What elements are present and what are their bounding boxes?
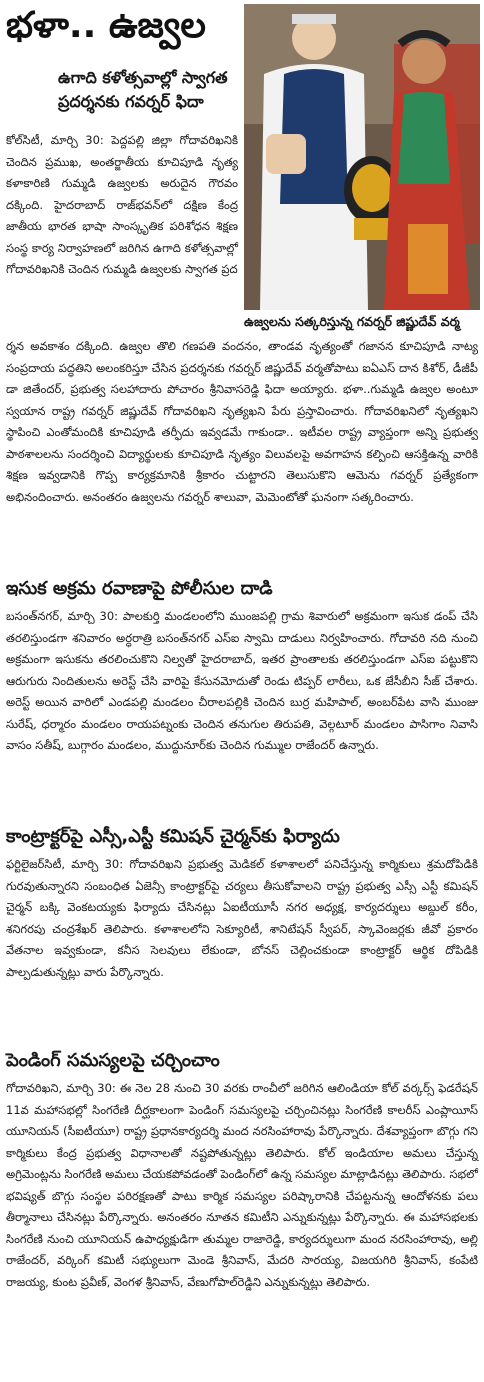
article-headline: భళా.. ఉజ్వల (6, 5, 206, 46)
article-subheadline: ఉగాది కళోత్సవాల్లో స్వాగత ప్రదర్శనకు గవర్నర్ ఫిదా (58, 68, 228, 111)
article-sand-raid (0, 576, 484, 757)
article-sc-st-complaint (0, 824, 484, 983)
article-body-left: కోల్‌సిటీ, మార్చి 30: పెద్దపల్లి జిల్లా గోదావరిఖనికి చెందిన ప్రముఖ, అంతర్జాతీయ కూచిపూడి నృత్య కళాకారిణి గుమ్మడి ఉజ్వలకు అరుదైన గౌరవం దక్కింది. హైదరాబాద్ రాజ్‌భవన్‌లో దక్షిణ కేంద్ర జాతీయ భారత భాషా సాంస్కృతిక పరిశోధన శిక్షణ సంస్థ కార్య నిర్వాహణలో జరిగిన ఉగాది కళోత్సవాల్లో గోదావరిఖనికి చెందిన గుమ్మడి ఉజ్వలకు స్వాగత ప్రద (6, 133, 238, 276)
news-photo (244, 4, 480, 310)
article-headline: ఇసుక అక్రమ రవాణాపై పోలీసుల దాడి (6, 578, 273, 599)
article-body: బసంత్‌నగర్, మార్చి 30: పాలకుర్తి మండలంలోని ముంజపల్లి గ్రామ శివారులో అక్రమంగా ఇసుక డంప్ చేసి తరలిస్తుండగా శనివారం అర్ధరాత్రి బసంత్‌నగర్ ఎస్ఐ స్వామి దాడులు నిర్వహించారు. గోదావరి నది నుంచి అక్రమంగా ఇసుకను తరలించుకొని నిల్వతో హైదరాబాద్, ఇతర ప్రాంతాలకు తరలిస్తుండగా ఎస్ఐ పట్టుకొని ఆరుగురు నిందితులను అరెస్ట్ చేసి వారిపై కేసునమోదుతో రెండు టిప్పర్ లారీలు, ఒక జేసీబీని సీజ్ చేశారు. అరెస్ట్ అయిన వారిలో ఎండపల్లి మండలం చీరాలపల్లికి చెందిన బుర్ర మహిపాల్, అంబర్‌పేట వాసి ముంజు సురేష్, ధర్మారం మండలం రాయపట్నంకు చెందిన తనుగుల తిరుపతి, వెల్గటూర్ మండలం పాసిగాం నివాసి వాసం సతీష్, బుగ్గారం మండలం, ముద్దునూర్‌కు చెందిన గుమ్ముల రాజేందర్ ఉన్నారు. (6, 609, 478, 752)
photo-caption: ఉజ్వలను సత్కరిస్తున్న గవర్నర్ జిష్ణుదేవ్ వర్మ (244, 314, 460, 329)
governor-felicitation-photo (244, 4, 480, 310)
article-body: గోదావరిఖని, మార్చి 30: ఈ నెల 28 నుంచి 30 వరకు రాంచీలో జరిగిన ఆలిండియా కోల్ వర్కర్స్ ఫెడరేషన్ 11వ మహాసభల్లో సింగరేణి దీర్ఘకాలంగా పెండింగ్ సమస్యలపై చర్చించినట్లు సింగరేణి కాలరీస్ ఎంప్లాయీస్ యూనియన్ (సీఐటీయూ) రాష్ట్ర ప్రధానకార్యదర్శి మంద నరసింహారావు పేర్కొన్నారు. దేశవ్యాప్తంగా బొగ్గు గని కార్మికులు కేంద్ర ప్రభుత్వ విధానాలతో నష్టపోతున్నట్లు తెలిపారు. కోల్ ఇండియాల అమలు చేస్తున్న అగ్రిమెంట్లను సింగరేణి అమలు చేయకపోవడంతో పెండింగ్‌లో ఉన్న సమస్యల మాట్లాడినట్లు తెలిపారు. సభలో భవిష్యత్ బొగ్గు సంస్థల పరిరక్షణతో పాటు కార్మిక సమస్యల పరిష్కారానికి చేపట్టనున్న ఆందోళనకు పలు తీర్మానాలు చేసినట్లు పేర్కొన్నారు. అనంతరం నూతన కమిటీని ఎన్నుకున్నట్లు పేర్కొన్నారు. ఈ మహాసభలకు సింగరేణి నుంచి యూనియన్ ఉపాధ్యక్షుడిగా తుమ్మల రాజారెడ్డి, కార్యదర్శులుగా మంద నరసింహారావు, అల్లి రాజేందర్, వర్కింగ్ కమిటీ సభ్యులుగా మెండె శ్రీనివాస్, మేదరి సారయ్య, విజయగిరి శ్రీనివాస్, కంపేటి రాజయ్య, కుంట ప్రవీణ్, వెంగళ శ్రీనివాస్, వేణుగోపాల్‌రెడ్డిని ఎన్నుకున్నట్లు తెలిపారు. (6, 1081, 478, 1289)
article-pending-issues (0, 1048, 484, 1293)
article-body: ఫర్టిలైజర్‌సిటీ, మార్చి 30: గోదావరిఖని ప్రభుత్వ మెడికల్ కళాశాలలో పనిచేస్తున్న కార్మికులు శ్రమదోపిడికి గురవుతున్నారని సంబంధిత ఏజెన్సీ కాంట్రాక్టర్‌పై చర్యలు తీసుకోవాలని రాష్ట్ర ప్రభుత్వ ఎస్సీ ఎస్టీ కమిషన్ చైర్మన్ బక్కి వెంకటయ్యకు ఫిర్యాదు చేసినట్లు ఏఐటీయూసీ నగర అధ్యక్ష, కార్యదర్శులు అబ్దుల్ కరీం, శనిగరపు చంద్రశేఖర్ తెలిపారు. కళాశాలలోని సెక్యూరిటీ, శానిటేషన్ స్వీపర్, స్కావెంజర్లకు జీవో ప్రకారం వేతనాల ఇవ్వకుండా, కనీస సెలవులు లేకుండా, బోనస్ చెల్లించకుండా కాంట్రాక్టర్ ఆర్థిక దోపిడికి పాల్పడుతున్నట్లు వారు పేర్కొన్నారు. (6, 857, 478, 979)
article-body-continued: ర్శన అవకాశం దక్కింది. ఉజ్వల తొలి గణపతి వందనం, తాండవ నృత్యంతో గజానన కూచిపూడి నాట్య సంప్రదాయ పద్ధతిని అలంకరిస్తూ చేసిన ప్రదర్శనకు గవర్నర్ జిష్ణుదేవ్ వర్మతోపాటు ఐఏఎస్ దాన కిశోర్, డీజీపీ డా జితేందర్, ప్రభుత్వ సలహాదారు పోచారం శ్రీనివాసరెడ్డి ఫిదా అయ్యారు. భళా..గుమ్మడి ఉజ్వల అంటూ స్వయాన రాష్ట్ర గవర్నర్ జిష్ణుదేవ్ గోదావరిఖని నృత్యఖని పేరు ప్రస్తావించారు. గోదావరిఖనిలో నృత్యఖని స్థాపించి ఎంతోమందికి కూచిపూడి తర్ఫీదు ఇవ్వడమే గాకుండా.. ఇటీవల రాష్ట్ర వ్యాప్తంగా అన్ని ప్రభుత్వ పాఠశాలలను సందర్శించి విద్యార్థులకు కూచిపూడి నృత్యం విలువలపై అవగాహన కల్పించి ఆసక్తిఉన్న వారికి శిక్షణ ఇవ్వడానికి గొప్ప కార్యక్రమానికి శ్రీకారం చుట్టారని తెలుసుకొని ఆమెను గవర్నర్ ప్రత్యేకంగా అభినందించారు. అనంతరం ఉజ్వలను గవర్నర్ శాలువా, మెమెంటోతో ఘనంగా సత్కరించారు. (6, 339, 478, 504)
article-headline: కాంట్రాక్టర్‌పై ఎస్సీ,ఎస్టీ కమిషన్ చైర్మన్‌కు ఫిర్యాదు (6, 826, 340, 847)
article-headline: పెండింగ్ సమస్యలపై చర్చించాం (6, 1050, 220, 1071)
article-ujwala (0, 0, 484, 572)
